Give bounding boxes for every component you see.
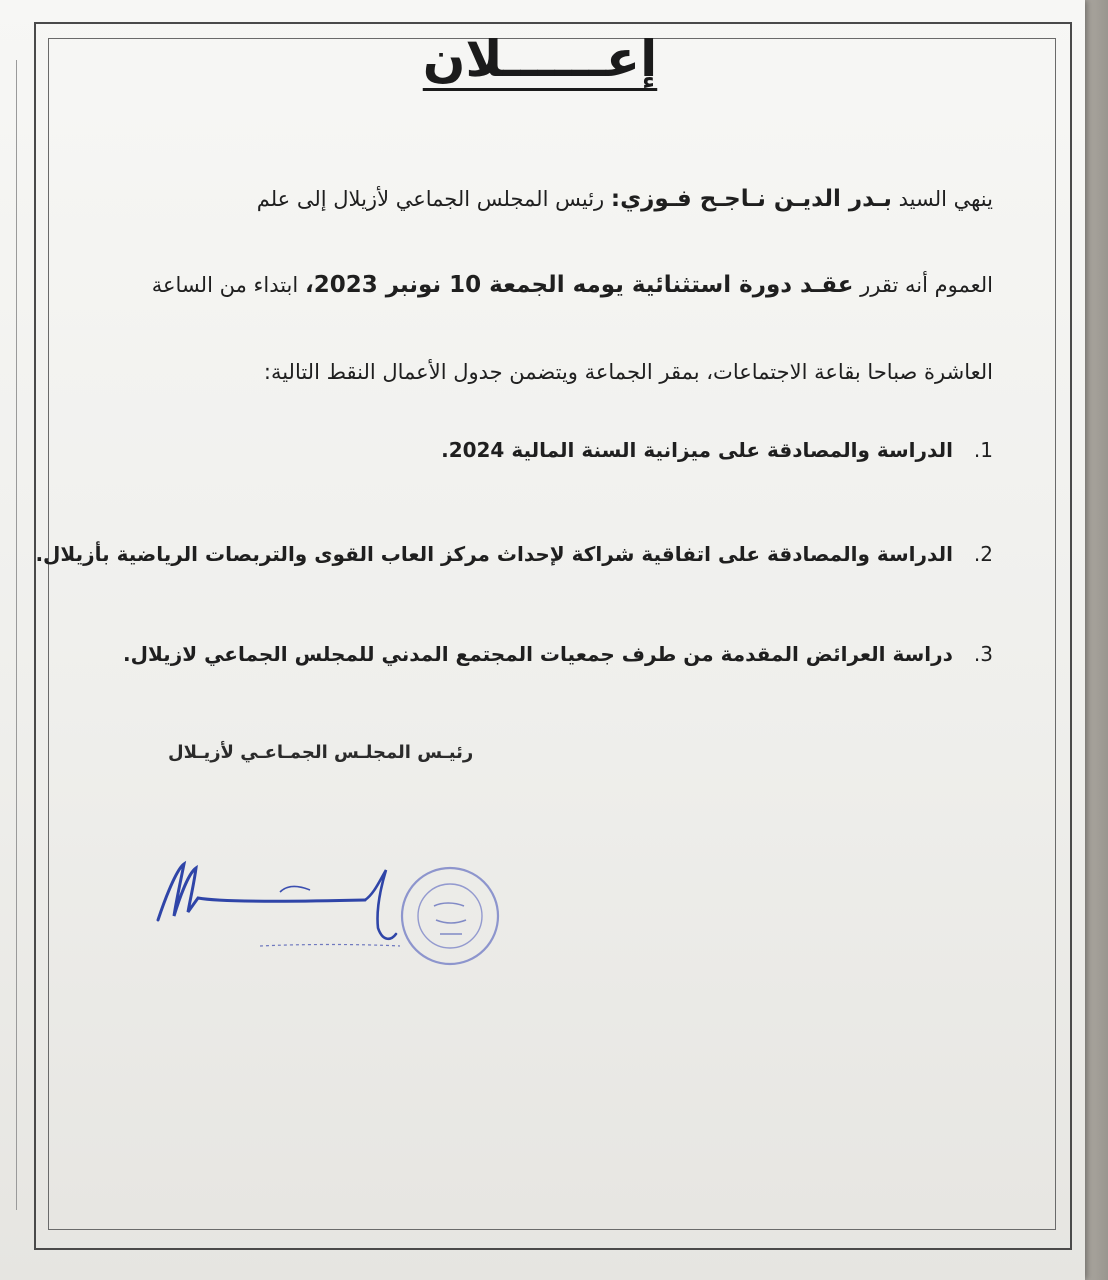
signature-scribble [280, 887, 310, 893]
announcement-title: إعــــــلان [422, 30, 658, 88]
agenda-item-number: 2. [973, 542, 993, 566]
agenda-item-text: دراسة العرائض المقدمة من طرف جمعيات المجتمع المدني للمجلس الجماعي لازيلال. [123, 642, 953, 666]
intro-line-1-end: رئيس المجلس الجماعي لأزيلال إلى علم [256, 187, 605, 211]
closing-signatory: رئيـس المجلـس الجمـاعـي لأزيـلال [168, 742, 474, 763]
signature-underline [260, 945, 400, 947]
session-date: عقـد دورة استثنائية يومه الجمعة 10 نونبر 2023، [304, 272, 854, 298]
signature-mark [158, 864, 365, 920]
president-name: بـدر الديـن نـاجـح فـوزي: [610, 186, 892, 212]
signature-and-stamp [150, 850, 530, 980]
underlying-sheet-edge [16, 60, 17, 1210]
intro-line-1-start: ينهي السيد [898, 187, 993, 211]
page-border-inner [48, 38, 1056, 1230]
stamp-outer-ring [402, 868, 498, 964]
agenda-item-number: 3. [973, 642, 993, 666]
agenda-item-number: 1. [973, 438, 993, 462]
intro-line-2-end: ابتداء من الساعة [151, 273, 299, 297]
intro-line-2-start: العموم أنه تقرر [860, 273, 993, 297]
agenda-item-text: الدراسة والمصادقة على ميزانية السنة المالية 2024. [441, 438, 953, 462]
intro-line-1 [113, 186, 993, 212]
intro-line-2 [113, 272, 993, 298]
signature-flourish [365, 870, 396, 939]
agenda-item-3 [123, 642, 993, 666]
agenda-item-2 [35, 542, 993, 566]
stamp-inner-ring [418, 884, 482, 948]
agenda-item-1 [441, 438, 993, 462]
agenda-item-text: الدراسة والمصادقة على اتفاقية شراكة لإحداث مركز العاب القوى والتربصات الرياضية بأزيلال. [35, 542, 953, 566]
stamp-glyphs [434, 903, 466, 934]
intro-line-3: العاشرة صباحا بقاعة الاجتماعات، بمقر الجماعة ويتضمن جدول الأعمال النقط التالية: [263, 360, 993, 384]
